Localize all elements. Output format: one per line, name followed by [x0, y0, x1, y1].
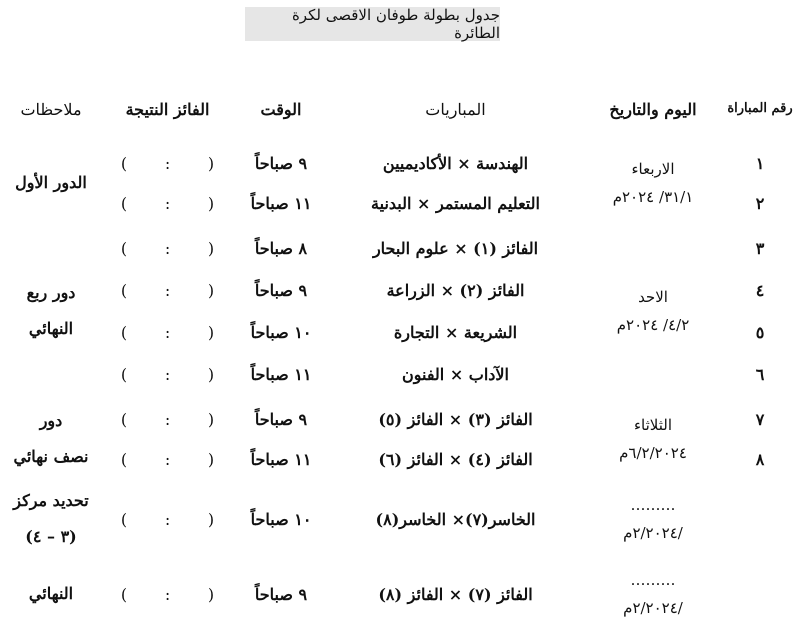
- page-title: جدول بطولة طوفان الاقصى لكرة الطائرة: [245, 7, 500, 41]
- result-colon: :: [164, 322, 171, 342]
- result-placeholder: [102, 281, 233, 300]
- match-day-date: [582, 559, 724, 629]
- match-number: ٥: [755, 322, 765, 342]
- tournament-schedule-table: [0, 79, 796, 629]
- result-paren-close: ): [120, 322, 128, 342]
- round-note: [0, 143, 102, 223]
- result-colon: :: [164, 509, 171, 529]
- match-result: [102, 353, 233, 395]
- match-teams: الشريعة × التجارة: [393, 322, 518, 342]
- match-number: ٣: [755, 238, 765, 258]
- match-result: [102, 439, 233, 479]
- result-colon: :: [164, 153, 171, 173]
- round-note-text: النهائي: [28, 584, 74, 603]
- result-colon: :: [164, 449, 171, 469]
- result-placeholder: [102, 154, 233, 173]
- result-paren-close: ): [120, 449, 128, 469]
- round-note: [0, 559, 102, 629]
- header-time: الوقت: [260, 99, 302, 119]
- round-note-text: دور نصف نهائي: [13, 411, 89, 466]
- match-number: ٢: [755, 193, 765, 213]
- result-paren-close: ): [120, 509, 128, 529]
- match-number: [724, 559, 796, 629]
- result-paren-open: (: [207, 280, 215, 300]
- match-time: ٨ صباحاً: [254, 238, 308, 258]
- header-notes: ملاحظات: [20, 99, 82, 119]
- result-paren-close: ): [120, 364, 128, 384]
- result-colon: :: [164, 280, 171, 300]
- result-paren-open: (: [207, 238, 215, 258]
- round-note: [0, 227, 102, 395]
- day-date-text: الثلاثاء ٦/٢/٢٠٢٤م: [619, 416, 687, 462]
- result-paren-open: (: [207, 364, 215, 384]
- match-time: ٩ صباحاً: [254, 280, 308, 300]
- day-date-text: الاربعاء ٣١/١/ ٢٠٢٤م: [612, 160, 694, 206]
- result-paren-open: (: [207, 322, 215, 342]
- result-placeholder: [102, 410, 233, 429]
- result-paren-open: (: [207, 584, 215, 604]
- match-time: ١١ صباحاً: [250, 364, 312, 384]
- match-teams: الفائز (٤) × الفائز (٦): [378, 449, 533, 469]
- match-day-date: [582, 227, 724, 395]
- result-paren-open: (: [207, 153, 215, 173]
- match-number: ١: [755, 153, 765, 173]
- match-time: ١١ صباحاً: [250, 449, 312, 469]
- match-number: ٧: [755, 409, 765, 429]
- table-row: [0, 227, 796, 269]
- match-time: ٩ صباحاً: [254, 584, 308, 604]
- result-paren-open: (: [207, 409, 215, 429]
- match-day-date: [582, 483, 724, 555]
- match-day-date: [582, 143, 724, 223]
- result-paren-close: ): [120, 193, 128, 213]
- match-result: [102, 183, 233, 223]
- match-number: ٨: [755, 449, 765, 469]
- match-teams: الفائز (٧) × الفائز (٨): [378, 584, 533, 604]
- match-teams: الآداب × الفنون: [401, 364, 509, 384]
- match-result: [102, 483, 233, 555]
- result-colon: :: [164, 584, 171, 604]
- match-time: ٩ صباحاً: [254, 153, 308, 173]
- result-placeholder: [102, 323, 233, 342]
- header-match-no: رقم المباراة: [727, 101, 793, 116]
- match-result: [102, 143, 233, 183]
- match-teams: التعليم المستمر × البدنية: [371, 193, 540, 213]
- match-time: ١٠ صباحاً: [250, 322, 312, 342]
- result-placeholder: [102, 365, 233, 384]
- result-paren-open: (: [207, 509, 215, 529]
- round-note: [0, 399, 102, 479]
- match-result: [102, 311, 233, 353]
- match-number: ٦: [755, 364, 765, 384]
- table-header-row: [0, 79, 796, 139]
- result-paren-close: ): [120, 238, 128, 258]
- match-result: [102, 227, 233, 269]
- result-colon: :: [164, 364, 171, 384]
- match-day-date: [582, 399, 724, 479]
- result-paren-close: ): [120, 584, 128, 604]
- header-matches: المباريات: [425, 99, 486, 119]
- round-note-text: تحديد مركز (٣ – ٤): [13, 491, 89, 546]
- round-note-text: الدور الأول: [15, 173, 87, 192]
- match-time: ١١ صباحاً: [250, 193, 312, 213]
- match-number: ٤: [755, 280, 765, 300]
- result-colon: :: [164, 409, 171, 429]
- result-paren-close: ): [120, 409, 128, 429]
- match-result: [102, 559, 233, 629]
- match-time: ٩ صباحاً: [254, 409, 308, 429]
- table-row: [0, 143, 796, 183]
- day-date-text: ……… /٢/٢٠٢٤م: [623, 496, 683, 542]
- result-placeholder: [102, 450, 233, 469]
- result-placeholder: [102, 585, 233, 604]
- day-date-text: ……… /٢/٢٠٢٤م: [623, 571, 683, 617]
- match-teams: الفائز (١) × علوم البحار: [372, 238, 539, 258]
- match-teams: الفائز (٣) × الفائز (٥): [378, 409, 533, 429]
- header-day-date: اليوم والتاريخ: [609, 99, 697, 119]
- result-paren-close: ): [120, 280, 128, 300]
- match-teams: الهندسة × الأكاديميين: [382, 153, 529, 173]
- result-placeholder: [102, 194, 233, 213]
- match-result: [102, 269, 233, 311]
- match-teams: الخاسر(٧)× الخاسر(٨): [375, 509, 536, 529]
- result-paren-close: ): [120, 153, 128, 173]
- match-number: [724, 483, 796, 555]
- table-row: [0, 483, 796, 555]
- match-time: ١٠ صباحاً: [250, 509, 312, 529]
- round-note: [0, 483, 102, 555]
- table-row: [0, 399, 796, 439]
- result-paren-open: (: [207, 449, 215, 469]
- header-winner-result: الفائز النتيجة: [125, 99, 210, 119]
- day-date-text: الاحد ٤/٢/ ٢٠٢٤م: [616, 288, 690, 334]
- result-colon: :: [164, 193, 171, 213]
- match-teams: الفائز (٢) × الزراعة: [386, 280, 525, 300]
- result-colon: :: [164, 238, 171, 258]
- result-paren-open: (: [207, 193, 215, 213]
- result-placeholder: [102, 510, 233, 529]
- table-row: [0, 559, 796, 629]
- result-placeholder: [102, 239, 233, 258]
- round-note-text: دور ربع النهائي: [26, 283, 76, 338]
- match-result: [102, 399, 233, 439]
